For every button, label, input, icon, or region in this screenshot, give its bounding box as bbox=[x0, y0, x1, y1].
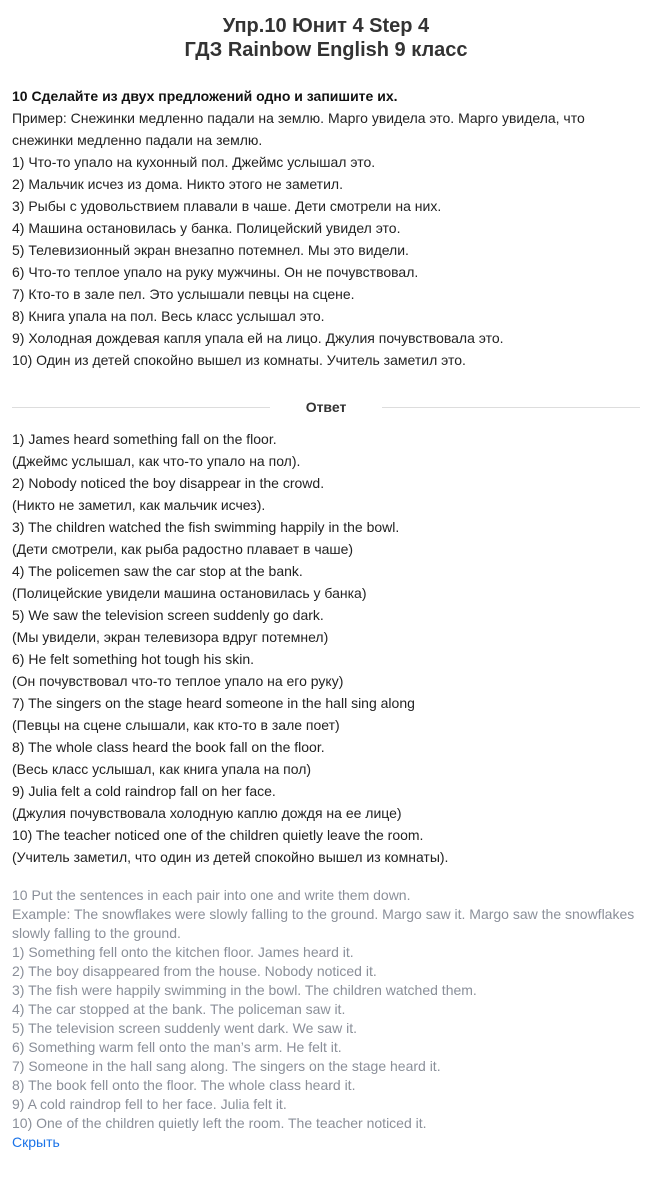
answer-line: 1) James heard something fall on the floor. bbox=[12, 431, 277, 447]
task-item: 4) Машина остановилась у банка. Полицейский увидел это. bbox=[12, 220, 401, 236]
english-item: 8) The book fell onto the floor. The whole class heard it. bbox=[12, 1077, 356, 1093]
english-item: 10) One of the children quietly left the room. The teacher noticed it. bbox=[12, 1115, 427, 1131]
english-item: 5) The television screen suddenly went dark. We saw it. bbox=[12, 1020, 357, 1036]
answer-line: (Джулия почувствовала холодную каплю дождя на ее лице) bbox=[12, 805, 402, 821]
page-title bbox=[12, 0, 640, 62]
answer-line: 2) Nobody noticed the boy disappear in the crowd. bbox=[12, 475, 325, 491]
answer-list bbox=[12, 428, 640, 868]
task-item: 10) Один из детей спокойно вышел из комнаты. Учитель заметил это. bbox=[12, 352, 466, 368]
answer-line: 5) We saw the television screen suddenly go dark. bbox=[12, 607, 324, 623]
answer-line: 7) The singers on the stage heard someone in the hall sing along bbox=[12, 695, 415, 711]
divider-rule-left bbox=[12, 407, 270, 408]
answer-divider bbox=[12, 396, 640, 418]
task-russian bbox=[12, 85, 640, 371]
answer-line: (Он почувствовал что-то теплое упало на его руку) bbox=[12, 673, 344, 689]
answer-line: 6) He felt something hot tough his skin. bbox=[12, 651, 255, 667]
task-item: 1) Что-то упало на кухонный пол. Джеймс услышал это. bbox=[12, 154, 376, 170]
task-item: 3) Рыбы с удовольствием плавали в чаше. Дети смотрели на них. bbox=[12, 198, 442, 214]
answer-line: (Мы увидели, экран телевизора вдруг потемнел) bbox=[12, 629, 329, 645]
task-item: 7) Кто-то в зале пел. Это услышали певцы на сцене. bbox=[12, 286, 355, 302]
answer-label: Ответ bbox=[305, 399, 347, 415]
answer-line: (Дети смотрели, как рыба радостно плавает в чаше) bbox=[12, 541, 354, 557]
task-item: 9) Холодная дождевая капля упала ей на лицо. Джулия почувствовала это. bbox=[12, 330, 504, 346]
divider-rule-right bbox=[382, 407, 640, 408]
task-item: 5) Телевизионный экран внезапно потемнел. Мы это видели. bbox=[12, 242, 409, 258]
english-item: 6) Something warm fell onto the man’s arm. He felt it. bbox=[12, 1039, 342, 1055]
title-line-2: ГДЗ Rainbow English 9 класс bbox=[184, 39, 468, 61]
english-item: 2) The boy disappeared from the house. Nobody noticed it. bbox=[12, 963, 377, 979]
hide-link[interactable]: Скрыть bbox=[12, 1134, 60, 1150]
answer-line: 10) The teacher noticed one of the children quietly leave the room. bbox=[12, 827, 424, 843]
task-heading: 10 Сделайте из двух предложений одно и запишите их. bbox=[12, 88, 398, 104]
answer-line: (Певцы на сцене слышали, как кто-то в зале поет) bbox=[12, 717, 340, 733]
answer-line: (Учитель заметил, что один из детей спокойно вышел из комнаты). bbox=[12, 849, 449, 865]
answer-line: (Полицейские увидели машина остановилась у банка) bbox=[12, 585, 367, 601]
task-english bbox=[12, 886, 640, 1152]
english-heading: 10 Put the sentences in each pair into one and write them down. bbox=[12, 887, 411, 903]
english-item: 9) A cold raindrop fell to her face. Julia felt it. bbox=[12, 1096, 287, 1112]
answer-line: 8) The whole class heard the book fall on the floor. bbox=[12, 739, 325, 755]
english-item: 7) Someone in the hall sang along. The singers on the stage heard it. bbox=[12, 1058, 441, 1074]
english-example: Example: The snowflakes were slowly falling to the ground. Margo saw it. Margo saw the snowflakes slowly falling to the ground. bbox=[12, 906, 635, 941]
answer-line: (Джеймс услышал, как что-то упало на пол). bbox=[12, 453, 301, 469]
english-item: 3) The fish were happily swimming in the bowl. The children watched them. bbox=[12, 982, 477, 998]
answer-line: (Никто не заметил, как мальчик исчез). bbox=[12, 497, 266, 513]
task-item: 6) Что-то теплое упало на руку мужчины. Он не почувствовал. bbox=[12, 264, 419, 280]
english-item: 1) Something fell onto the kitchen floor. James heard it. bbox=[12, 944, 354, 960]
title-line-1: Упр.10 Юнит 4 Step 4 bbox=[222, 15, 430, 37]
task-item: 8) Книга упала на пол. Весь класс услышал это. bbox=[12, 308, 325, 324]
answer-line: 4) The policemen saw the car stop at the bank. bbox=[12, 563, 303, 579]
answer-line: (Весь класс услышал, как книга упала на пол) bbox=[12, 761, 312, 777]
english-item: 4) The car stopped at the bank. The policeman saw it. bbox=[12, 1001, 346, 1017]
answer-line: 9) Julia felt a cold raindrop fall on her face. bbox=[12, 783, 276, 799]
task-item: 2) Мальчик исчез из дома. Никто этого не заметил. bbox=[12, 176, 343, 192]
answer-line: 3) The children watched the fish swimming happily in the bowl. bbox=[12, 519, 400, 535]
task-example: Пример: Снежинки медленно падали на землю. Марго увидела это. Марго увидела, что снежинки медленно падали на землю. bbox=[12, 110, 585, 148]
